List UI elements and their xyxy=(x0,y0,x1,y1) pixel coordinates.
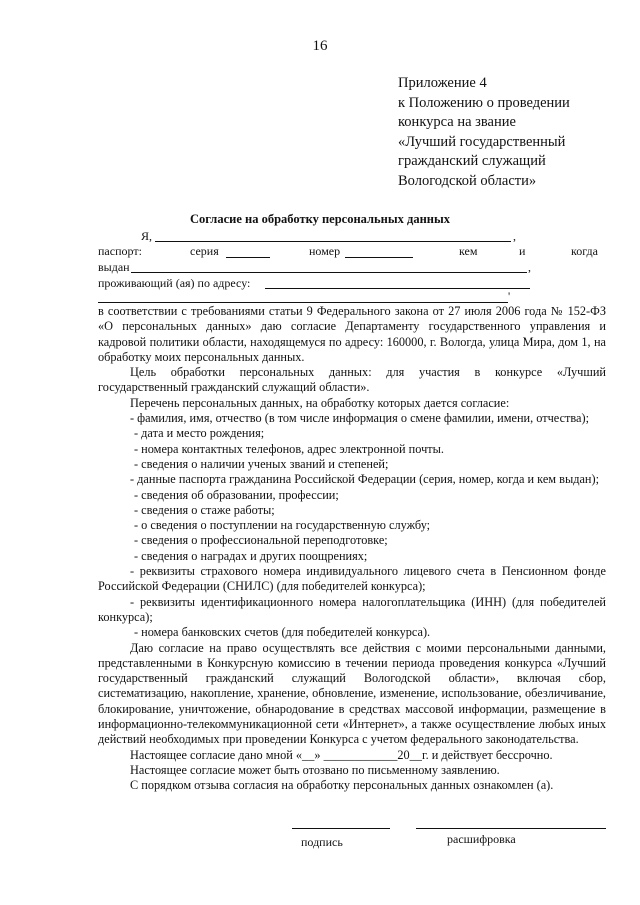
number-label: номер xyxy=(309,244,341,258)
list-item: - номера банковских счетов (для победителей конкурса). xyxy=(134,625,431,640)
by-whom-label: кем xyxy=(459,244,478,258)
name-decode-field[interactable] xyxy=(416,828,606,829)
passport-label: паспорт: xyxy=(98,244,142,258)
number-field[interactable] xyxy=(345,257,413,258)
address-label: проживающий (ая) по адресу: xyxy=(98,276,251,290)
issued-label: выдан xyxy=(98,260,130,274)
list-item: - дата и место рождения; xyxy=(134,426,265,441)
address-field-line-2[interactable] xyxy=(98,302,508,303)
list-item: - реквизиты страхового номера индивидуального лицевого счета в Пенсионном фонде Российской Федерации (СНИЛС) (для победителей конкурса); xyxy=(98,564,606,594)
appendix-line: гражданский служащий xyxy=(398,153,546,169)
appendix-line: Приложение 4 xyxy=(398,75,487,91)
list-item: - фамилия, имя, отчество (в том числе информация о смене фамилии, имени, отчества); xyxy=(130,411,590,426)
list-item: - номера контактных телефонов, адрес электронной почты. xyxy=(134,441,444,456)
signature-label: подпись xyxy=(301,835,343,849)
issued-field[interactable] xyxy=(131,272,527,273)
paragraph: в соответствии с требованиями статьи 9 Федерального закона от 27 июля 2006 года № 152-ФЗ «О персональных данных» даю согласие Департаменту государственного управления и кадровой политики области, находящемуся по адресу: 160000, г. Вологда, улица Мира, дом 1, на обработку моих персональных данных. xyxy=(98,304,606,364)
name-comma: , xyxy=(513,229,516,243)
paragraph: Даю согласие на право осуществлять все действия с моими персональными данными, представленными в Конкурсную комиссию в течении периода проведения конкурса «Лучший государственный гражданский служащий Вологодской области», включая сбор, систематизацию, накопление, хранение, обновление, изменение, использование, обезличивание, блокирование, уничтожение, обнародование в средствах массовой информации, размещение в информационно-телекоммуникационной сети «Интернет», а также осуществление любых иных действий необходимых при проведении Конкурса с учетом федерального законодательства. xyxy=(98,640,606,747)
series-label: серия xyxy=(190,244,219,258)
appendix-block xyxy=(398,74,570,191)
list-item: - сведения о наличии ученых званий и степеней; xyxy=(134,456,389,471)
signature-field[interactable] xyxy=(292,828,390,829)
list-item: - данные паспорта гражданина Российской Федерации (серия, номер, когда и кем выдан); xyxy=(130,472,600,487)
address-tick: ' xyxy=(508,289,511,303)
list-item: - о сведения о поступлении на государственную службу; xyxy=(134,518,431,533)
paragraph: Цель обработки персональных данных: для участия в конкурсе «Лучший государственный гражданский служащий области». xyxy=(98,365,606,395)
when-label: когда xyxy=(571,244,598,258)
issued-comma: , xyxy=(528,260,531,274)
list-item: - реквизиты идентификационного номера налогоплательщика (ИНН) (для победителей конкурса); xyxy=(98,594,606,624)
paragraph: Перечень персональных данных, на обработку которых дается согласие: xyxy=(130,395,510,410)
list-item: - сведения о стаже работы; xyxy=(134,502,275,517)
appendix-line: «Лучший государственный xyxy=(398,133,566,150)
paragraph: Настоящее согласие может быть отозвано по письменному заявлению. xyxy=(130,762,500,777)
consent-date-line: Настоящее согласие дано мной «__» ____________20__г. и действует бессрочно. xyxy=(130,747,553,762)
and-label: и xyxy=(519,244,526,258)
document-title: Согласие на обработку персональных данных xyxy=(189,212,450,226)
list-item: - сведения о наградах и других поощрениях; xyxy=(134,548,368,563)
page-number: 16 xyxy=(312,38,328,54)
list-item: - сведения об образовании, профессии; xyxy=(134,487,339,502)
series-field[interactable] xyxy=(226,257,270,258)
list-item: - сведения о профессиональной переподготовке; xyxy=(134,533,388,548)
appendix-line: Вологодской области» xyxy=(398,172,537,189)
appendix-line: конкурса на звание xyxy=(398,114,516,130)
name-field[interactable] xyxy=(155,241,511,242)
address-field[interactable] xyxy=(265,288,530,289)
ya-label: Я, xyxy=(141,229,153,243)
decode-label: расшифровка xyxy=(447,832,516,846)
consent-body xyxy=(98,304,606,794)
paragraph: С порядком отзыва согласия на обработку персональных данных ознакомлен (а). xyxy=(130,778,554,793)
appendix-line: к Положению о проведении xyxy=(398,94,570,111)
